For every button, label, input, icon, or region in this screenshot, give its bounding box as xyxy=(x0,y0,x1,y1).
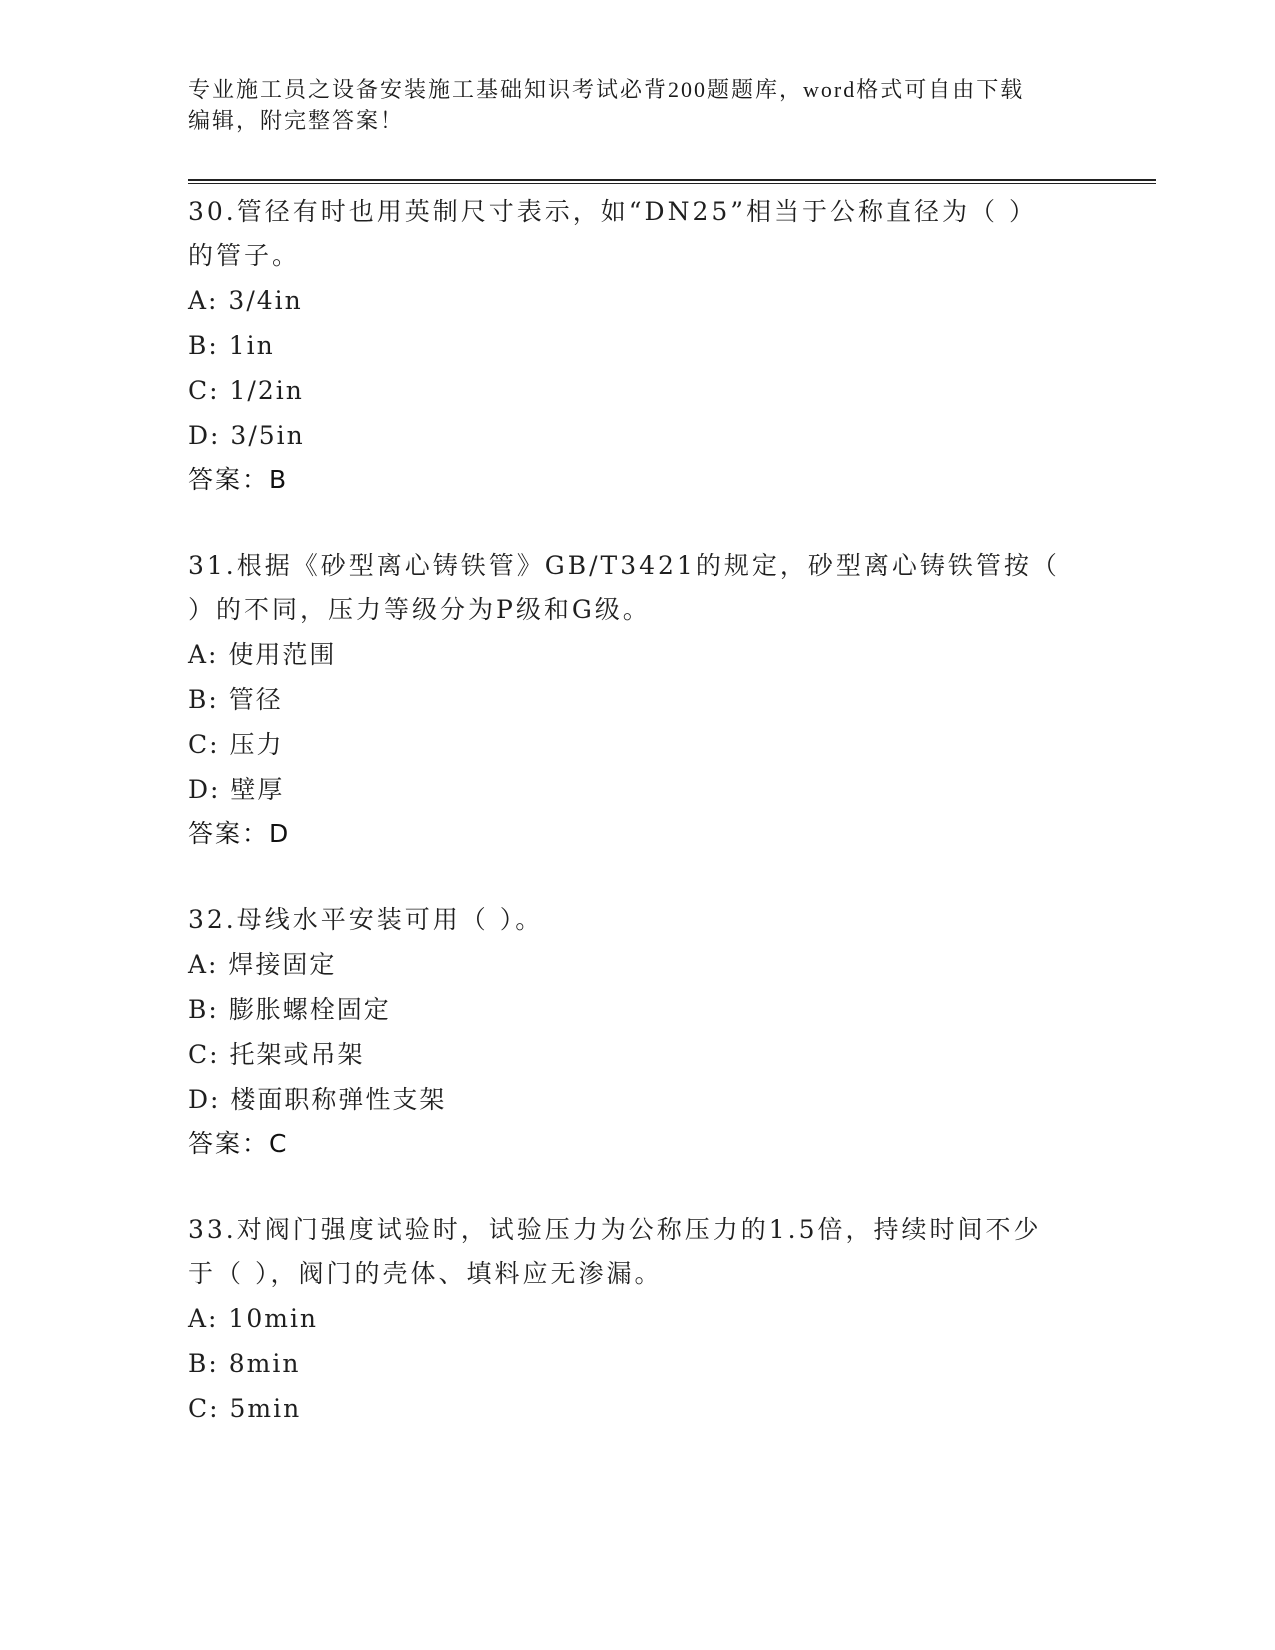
option-d: D: 楼面职称弹性支架 xyxy=(188,1085,447,1114)
question-stem-line-2: ）的不同，压力等级分为P级和G级。 xyxy=(188,595,651,624)
question-stem xyxy=(188,190,1068,278)
option-b: B: 1in xyxy=(188,331,275,360)
question-stem-line-2: 于（ ），阀门的壳体、填料应无渗漏。 xyxy=(188,1259,663,1288)
question-list xyxy=(188,190,1088,1473)
question-stem-line-1: 33.对阀门强度试验时，试验压力为公称压力的1.5倍，持续时间不少 xyxy=(188,1215,1042,1244)
answer: 答案：D xyxy=(188,819,291,848)
option-c: C: 5min xyxy=(188,1394,302,1423)
option-b: B: 膨胀螺栓固定 xyxy=(188,995,391,1024)
question-30 xyxy=(188,190,1088,502)
answer: 答案：B xyxy=(188,465,289,494)
header-line-1: 专业施工员之设备安装施工基础知识考试必背200题题库，word格式可自由下载 xyxy=(188,77,1025,102)
option-c: C: 压力 xyxy=(188,730,284,759)
option-c: C: 托架或吊架 xyxy=(188,1040,365,1069)
question-31 xyxy=(188,544,1088,856)
option-a: A: 焊接固定 xyxy=(188,950,337,979)
question-stem xyxy=(188,898,1068,942)
header-divider xyxy=(188,179,1156,184)
question-33 xyxy=(188,1208,1088,1431)
question-stem xyxy=(188,1208,1068,1296)
question-stem xyxy=(188,544,1068,632)
option-b: B: 8min xyxy=(188,1349,301,1378)
option-a: A: 3/4in xyxy=(188,286,303,315)
question-stem-line-1: 30.管径有时也用英制尺寸表示，如“DN25”相当于公称直径为（ ） xyxy=(188,197,1037,226)
question-32 xyxy=(188,898,1088,1166)
option-b: B: 管径 xyxy=(188,685,283,714)
question-stem-line-1: 32.母线水平安装可用（ ）。 xyxy=(188,905,544,934)
answer: 答案：C xyxy=(188,1129,289,1158)
option-d: D: 3/5in xyxy=(188,421,305,450)
document-header xyxy=(188,74,1068,136)
option-a: A: 使用范围 xyxy=(188,640,337,669)
header-line-2: 编辑，附完整答案！ xyxy=(188,108,405,133)
option-c: C: 1/2in xyxy=(188,376,304,405)
question-stem-line-2: 的管子。 xyxy=(188,241,301,270)
option-d: D: 壁厚 xyxy=(188,775,285,804)
question-stem-line-1: 31.根据《砂型离心铸铁管》GB/T3421的规定，砂型离心铸铁管按（ xyxy=(188,551,1060,580)
option-a: A: 10min xyxy=(188,1304,319,1333)
